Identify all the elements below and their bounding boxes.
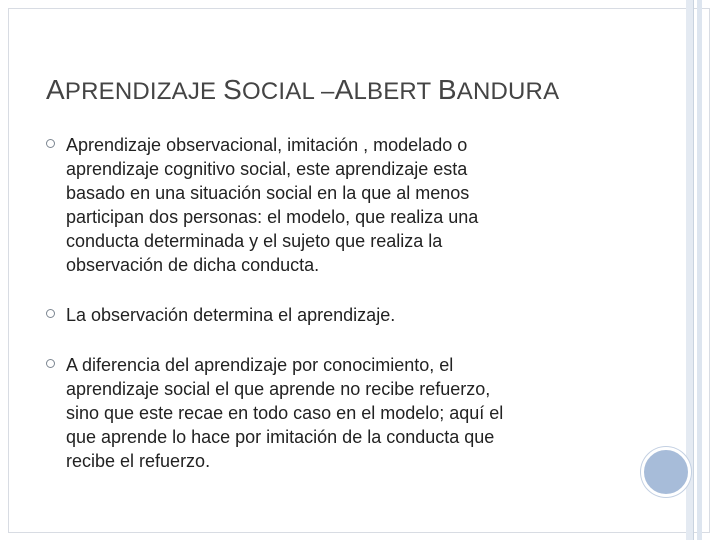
decorative-stripe-line bbox=[693, 0, 694, 540]
decorative-circle bbox=[641, 447, 691, 497]
bullet-item bbox=[46, 303, 606, 327]
bullet-text-line: Aprendizaje observacional, imitación , modelado o bbox=[66, 135, 468, 155]
title-initial: A bbox=[46, 74, 65, 105]
title-word: ANDURA bbox=[456, 78, 560, 105]
title-initial: B bbox=[437, 74, 457, 105]
bullet-list bbox=[46, 133, 606, 473]
bullet-text-line: que aprende lo hace por imitación de la conducta que bbox=[66, 427, 495, 447]
bullet-text-line: conducta determinada y el sujeto que realiza la bbox=[66, 231, 443, 251]
hollow-circle-icon bbox=[46, 359, 55, 368]
bullet-item bbox=[46, 133, 606, 277]
bullet-text-line: recibe el refuerzo. bbox=[66, 451, 211, 471]
title-word: PRENDIZAJE bbox=[64, 78, 217, 105]
title-initial: S bbox=[223, 74, 243, 105]
title-separator: – bbox=[314, 78, 335, 105]
decorative-stripe bbox=[697, 0, 702, 540]
slide-title bbox=[46, 74, 646, 106]
bullet-item bbox=[46, 353, 606, 473]
bullet-text-line: basado en una situación social en la que al menos bbox=[66, 183, 470, 203]
bullet-text-line: A diferencia del aprendizaje por conocimiento, el bbox=[66, 355, 454, 375]
bullet-text-line: observación de dicha conducta. bbox=[66, 255, 320, 275]
bullet-text-line: La observación determina el aprendizaje. bbox=[66, 305, 396, 325]
title-word: OCIAL bbox=[242, 78, 315, 105]
bullet-text-line: sino que este recae en todo caso en el modelo; aquí el bbox=[66, 403, 504, 423]
title-word: LBERT bbox=[353, 78, 431, 105]
bullet-text-line: aprendizaje cognitivo social, este aprendizaje esta bbox=[66, 159, 468, 179]
title-initial: A bbox=[334, 74, 354, 105]
hollow-circle-icon bbox=[46, 139, 55, 148]
bullet-text-line: aprendizaje social el que aprende no recibe refuerzo, bbox=[66, 379, 491, 399]
hollow-circle-icon bbox=[46, 309, 55, 318]
bullet-text-line: participan dos personas: el modelo, que realiza una bbox=[66, 207, 479, 227]
